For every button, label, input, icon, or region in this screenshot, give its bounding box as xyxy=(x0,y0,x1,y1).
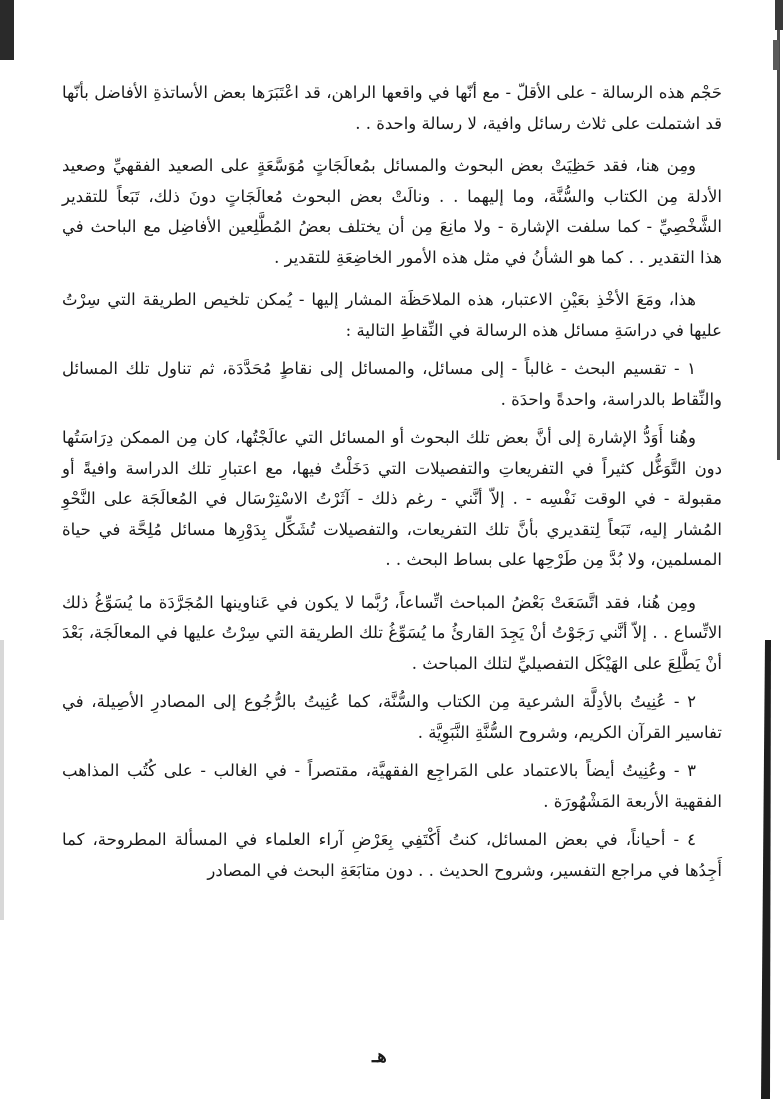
paragraph-method-intro: هذا، ومَعَ الأخْذِ بعَيْنِ الاعتبار، هذه الملاحَظَة المشار إليها - يُمكن تلخيص الطريقة التي سِرْتُ عليها في دراسَةِ مسائل هذه الرسالة في النِّقاطِ التالية : xyxy=(62,290,722,340)
list-item-2: ٢ - عُنِيتُ بالأدِلَّة الشرعية مِن الكتاب والسُّنَّة، كما عُنِيتُ بالرُّجُوع إلى المصادرِ الأصِيلة، في تفاسير القرآن الكريم، وشروح السُّنَّةِ النَّبَوِيَّة . xyxy=(62,692,722,742)
scan-right-edge xyxy=(761,0,783,1099)
list-item-4: ٤ - أحياناً، في بعض المسائل، كنتُ أَكْتَفِي بِعَرْضِ آراء العلماء في المسألة المطروحة، كما أَجِدُها في مراجع التفسير، وشروح الحديث . . دون متابَعَةِ البحث في المصادر xyxy=(62,830,722,880)
paragraph-continuation: حَجْم هذه الرسالة - على الأقلّ - مع أنّها في واقعها الراهن، قد اعْتَبَرَها بعض الأساتذةِ الأفاضل بأنّها قد اشتملت على ثلاث رسائل وافية، لا رسالة واحدة . . xyxy=(62,83,722,133)
paragraph-note: وهُنا أَوَدُّ الإشارة إلى أنَّ بعض تلك البحوث أو المسائل التي عالَجْتُها، كان مِن الممكن دِرَاسَتُها دون التَّوَغُّل كثيراً في التفريعاتِ والتفصيلات التي دَخَلْتُ فيها، مع اعتبارِ تلك الدراسة وافيةً أو مقبولة - في الوقت نَفْسِه - . إلاّ أنَّني - رغم ذلك - آثَرْتُ الاسْتِرْسَال في المُعالَجَة على النَّحْوِ المُشار إليه، تَبَعاً لِتقديري بأنَّ تلك التفريعات، والتفصيلات تُشَكِّل بِدَوْرِها مسائل مُلِحَّة في حياة المسلمين، ولا بُدَّ مِن طَرْحِها على بساط البحث . . xyxy=(62,428,722,569)
page-number: هـ xyxy=(372,1046,387,1067)
list-item-1: ١ - تقسيم البحث - غالباً - إلى مسائل، والمسائل إلى نقاطٍ مُحَدَّدَة، ثم تناول تلك المسائل والنِّقاط بالدراسة، واحدةً واحدَة . xyxy=(62,359,722,409)
list-item-3: ٣ - وعُنِيتُ أيضاً بالاعتماد على المَراجِع الفقهيَّة، مقتصراً - في الغالب - على كُتُب المذاهب الفقهية الأربعة المَشْهُورَة . xyxy=(62,761,722,811)
scan-left-edge xyxy=(0,0,30,1099)
body-text xyxy=(62,78,722,886)
paragraph-scope: ومِن هنا، فقد حَظِيَتْ بعض البحوث والمسائل بمُعالَجَاتٍ مُوَسَّعَةٍ على الصعيد الفقهيِّ وصعيد الأدلة مِن الكتاب والسُّنَّة، وما إليهما . . ونالَتْ بعض البحوث مُعالَجَاتٍ دونَ ذلك، تَبَعاً للتقدير الشَّخْصِيِّ - كما سلفت الإشارة - ولا مانِعَ مِن أن يختلف بعضُ المُطَّلِعين الأفاضِل مع الباحث في هذا التقدير . . كما هو الشأنُ في مثل هذه الأمور الخاضِعَةِ للتقدير . xyxy=(62,156,722,267)
paragraph-expansion: ومِن هُنا، فقد اتَّسَعَتْ بَعْضُ المباحث اتِّساعاً، رُبَّما لا يكون في عَناوينها المُجَرَّدَة ما يُسَوِّغُ ذلك الاتِّساع . . إلاّ أنَّني رَجَوْتُ أنْ يَجِدَ القارئُ ما يُسَوِّغُ تلك الطريقة التي سِرْتُ عليها في المعالَجَة، بَعْدَ أنْ يَطَّلِعَ على الهَيْكَل التفصيليِّ لتلك المباحث . xyxy=(62,592,722,673)
